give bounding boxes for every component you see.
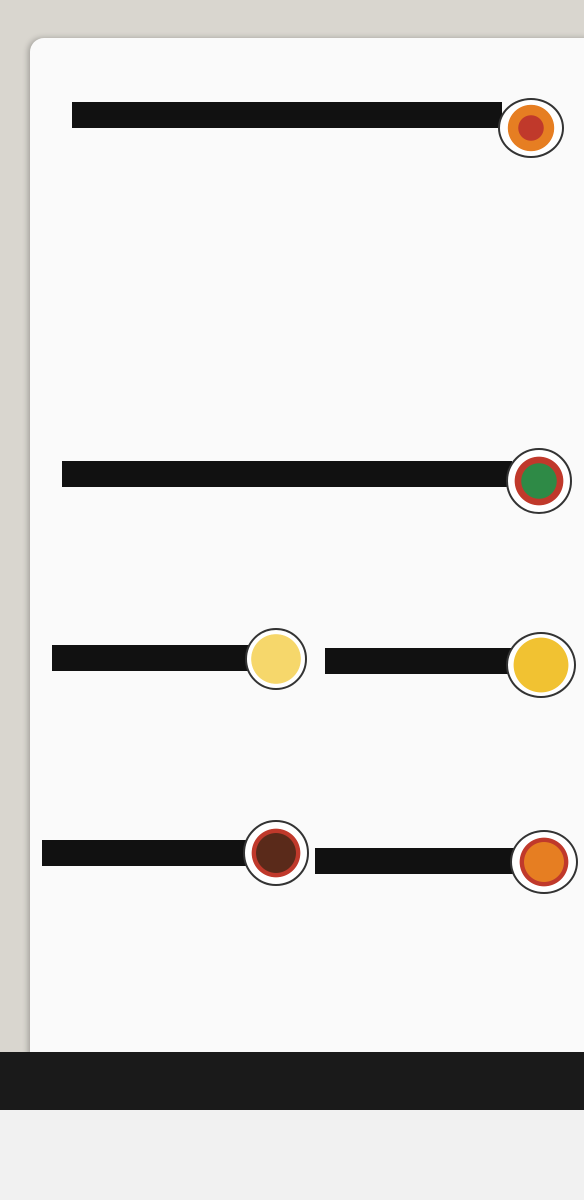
ensaladas-dish-image	[506, 448, 572, 514]
carnes-dish-image	[243, 820, 309, 886]
tortillas-dish-image	[506, 632, 576, 698]
pescados-dish-image	[510, 830, 578, 894]
revueltos-dish-image	[245, 628, 307, 690]
section-title-revueltos	[52, 645, 252, 671]
menu-page	[30, 38, 584, 1200]
section-title-tapas	[72, 102, 502, 128]
section-title-pescados	[315, 848, 517, 874]
section-title-tortillas	[325, 648, 513, 674]
tapas-dish-image	[498, 98, 564, 158]
section-title-carnes	[42, 840, 252, 866]
section-title-ensaladas	[62, 461, 512, 487]
allergen-legend-labels	[0, 1110, 584, 1200]
